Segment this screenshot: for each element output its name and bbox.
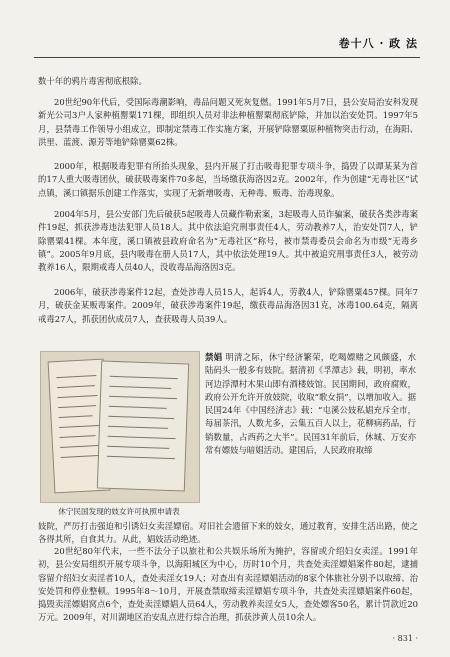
page-header	[0, 30, 450, 60]
photo-caption: 休宁民国发现的妓女许可执照申请表	[58, 507, 180, 516]
paragraph-4: 2004年5月，县公安部门先后破获5起吸毒人员藏作勒索案，3起吸毒人员诈骗案，破获各类涉毒案件19起，抓获涉毒违法犯罪人员18人。其中依法追究刑事责任4人，劳动教养7人，治安处罚7人，铲除罂粟41棵。本年度，溪口镇被县政府命名为“无毒社区”称号，被市禁毒委员会命名为市级“无毒乡镇”。2005年9月底，县内吸毒在册人员17人，其中依法处理19人。其中被追究刑事责任3人，被劳动教养16人，限期戒毒人员40人，没收毒品海洛因3克。	[38, 209, 418, 273]
paragraph-6: 20世纪80年代末，一些不法分子以旅社和公共娱乐场所为掩护，容留或介绍妇女卖淫。1991年初，县公安局组织开展专项斗争，以海阳城区为中心，历时10个月，共查处卖淫嫖娼案件80起，逮捕容留介绍妇女卖淫者10人，查处卖淫女19人；对查出有卖淫嫖娼活动的8家个体旅社分别予以取缔、治安处罚和停业整顿。1995年8～10月，开展查禁取缔卖淫嫖娼专项斗争，共查处卖淫嫖娼案件60起，捣毁卖淫嫖娼窝点6个，查处卖淫嫖娼人员64人，劳动教养卖淫女5人，查处嫖客50名，累计罚款近20万元。2009年，对川湖地区治安乱点进行综合治理，抓获涉黄人员10余人。	[38, 546, 418, 623]
section-wrap-text: 明清之际，休宁经济繁荣，吃喝嫖赌之风颇盛，水陆码头一般多有妓院。据清初《孚潭志》载，明初，率水河边浮潭村木果山即有酒楼妓馆。民国期间，政府腐败，政府公开允许开放妓院，收取“歌女捐”，以增加收入。据民国24年《中国经济志》载：“屯溪公妓私娼充斥全市，每届茶汛，人数尤多，云集五百人以上，花柳病药品，行销数量，占西药之大半”。民国31年前后，休城、万安亦常有嫖妓与暗娼活动。建国后，人民政府取缔	[205, 352, 417, 456]
historic-license-photo	[40, 351, 200, 503]
paragraph-5: 2006年，破获涉毒案件12起，查处涉毒人员15人，起诉4人，劳教4人，铲除罂粟457棵。同年7月，破获金某贩毒案件。2009年，破获涉毒案件19起，缴获毒品海洛因31克，冰毒100.64克，隔离戒毒27人，抓获团伙成员7人，查获吸毒人员39人。	[38, 287, 418, 324]
section-prostitution-ban	[205, 351, 416, 457]
paragraph-after-photo: 妓院，严厉打击强迫和引诱妇女卖淫嫖宿。对旧社会遗留下来的妓女，通过教育，安排生活出路，使之各得其所，自食其力。从此，娼妓活动绝迹。	[38, 521, 418, 545]
page-number: · 831 ·	[392, 634, 418, 643]
paragraph-3: 2000年，根据吸毒犯罪有所抬头现象，县内开展了打击吸毒犯罪专项斗争，捣毁了以谭某某为首的17人重大吸毒团伙，破获吸毒案件70多起，当场缴获海洛因2克。2002年，作为创建“无毒社区”试点镇，溪口镇据乐创建工作落实，实现了无新增吸毒、无种毒、贩毒、治毒现象。	[38, 161, 418, 198]
header-rule	[34, 57, 420, 58]
header-title: 卷十八 · 政 法	[338, 37, 418, 50]
license-card-right	[97, 361, 189, 492]
paragraph-1: 数十年的鸦片毒害彻底根除。	[38, 76, 147, 86]
section-tag: 禁娼	[205, 352, 223, 362]
paragraph-2: 20世纪90年代后，受国际毒潮影响，毒品问题又死灰复燃。1991年5月7日，县公安局治安科发现新光公司3户人家种植罂粟171棵，即组织人员对非法种植罂粟彻底铲除，并加以治安处罚。1997年5月，县禁毒工作领导小组成立，即制定禁毒工作实施方案，开展铲除罂粟原种植物突击行动，在海阳、洪里、蓝渡、源芳等地铲除罂粟62株。	[38, 97, 418, 147]
